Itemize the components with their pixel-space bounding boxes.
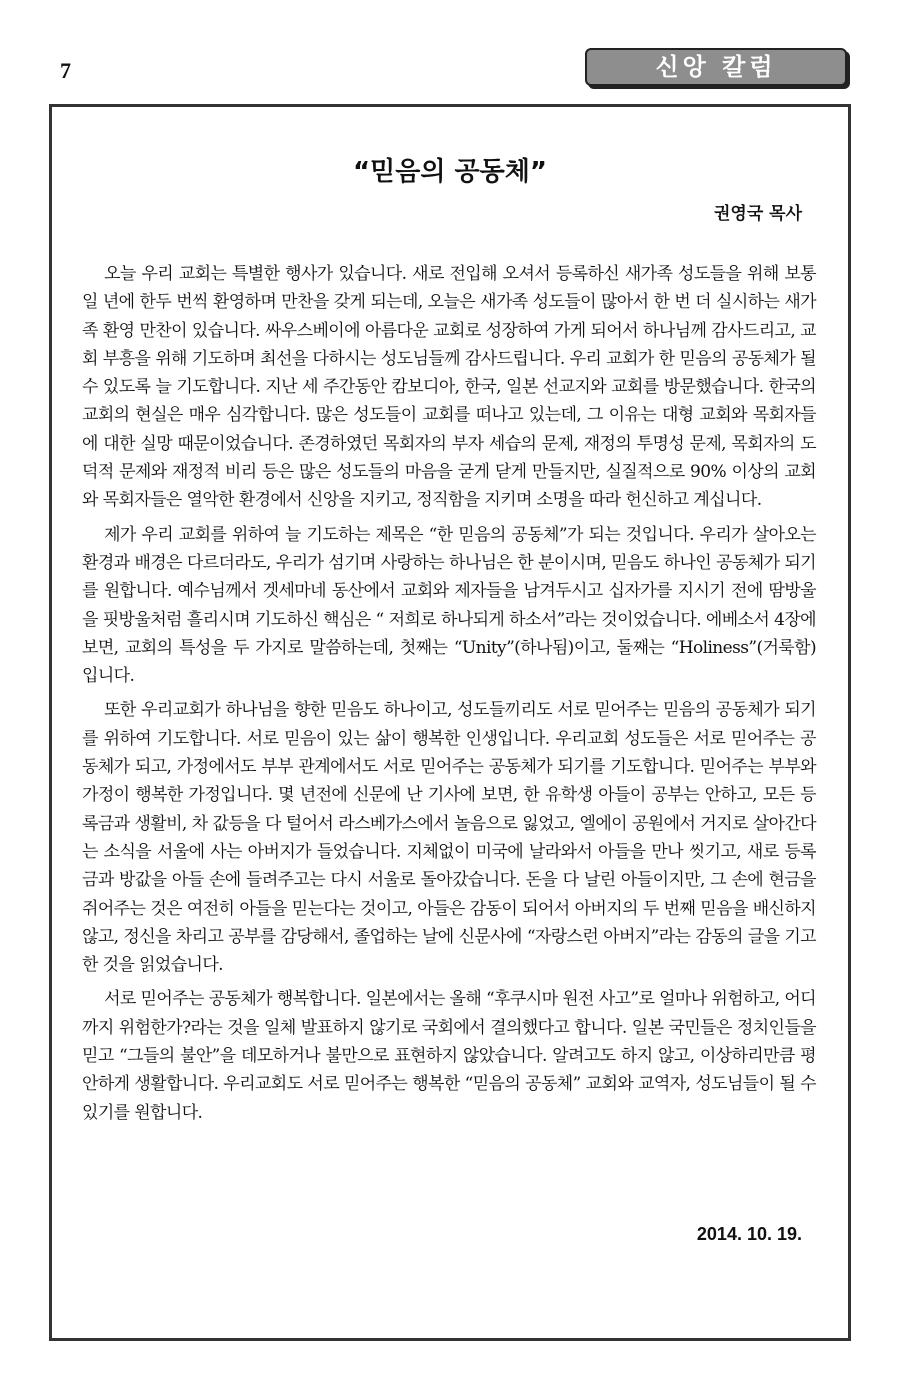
page-number: 7 <box>60 58 71 83</box>
paragraph: 제가 우리 교회를 위하여 늘 기도하는 제목은 “한 믿음의 공동체”가 되는 것입니다. 우리가 살아오는 환경과 배경은 다르더라도, 우리가 섬기며 사랑하는 하나님은 한 분이시며, 믿음도 하나인 공동체가 되기를 원합니다. 예수님께서 겟세마네 동산에서 교회와 제자들을 남겨두시고 십자가를 지시기 전에 땀방울을 핏방울처럼 흘리시며 기도하신 핵심은 “ 저희로 하나되게 하소서”라는 것이었습니다. 에베소서 4장에 보면, 교회의 특성을 두 가지로 말씀하는데, 첫째는 “Unity”(하나됨)이고, 둘째는 “Holiness”(거룩함)입니다. <box>82 524 816 687</box>
article-frame <box>49 104 851 1341</box>
section-badge: 신앙 칼럼 <box>585 48 847 86</box>
article-title: “믿음의 공동체” <box>353 157 547 187</box>
paragraph: 또한 우리교회가 하나님을 향한 믿음도 하나이고, 성도들끼리도 서로 믿어주는 믿음의 공동체가 되기를 위하여 기도합니다. 서로 믿음이 있는 삶이 행복한 인생입니다. 우리교회 성도들은 서로 믿어주는 공동체가 되고, 가정에서도 부부 관계에서도 서로 믿어주는 공동체가 되기를 기도합니다. 믿어주는 부부와 가정이 행복한 가정입니다. 몇 년전에 신문에 난 기사에 보면, 한 유학생 아들이 공부는 안하고, 모든 등록금과 생활비, 차 값등을 다 털어서 라스베가스에서 놀음으로 잃었고, 엘에이 공원에서 거지로 살아간다는 소식을 서울에 사는 아버지가 들었습니다. 지체없이 미국에 날라와서 아들을 만나 씻기고, 새로 등록금과 방값을 아들 손에 들려주고는 다시 서울로 돌아갔습니다. 돈을 다 날린 아들이지만, 그 손에 현금을 쥐어주는 것은 여전히 아들을 믿는다는 것이고, 아들은 감동이 되어서 아버지의 두 번째 믿음을 배신하지 않고, 정신을 차리고 공부를 감당해서, 졸업하는 날에 신문사에 “자랑스런 아버지”라는 감동의 글을 기고한 것을 읽었습니다. <box>82 700 816 976</box>
article-author: 권영국 목사 <box>713 204 802 224</box>
paragraph: 오늘 우리 교회는 특별한 행사가 있습니다. 새로 전입해 오셔서 등록하신 새가족 성도들을 위해 보통 일 년에 한두 번씩 환영하며 만찬을 갖게 되는데, 오늘은 새가족 성도들이 많아서 한 번 더 실시하는 새가족 환영 만찬이 있습니다. 싸우스베이에 아름다운 교회로 성장하여 가게 되어서 하나님께 감사드리고, 교회 부흥을 위해 기도하며 최선을 다하시는 성도님들께 감사드립니다. 우리 교회가 한 믿음의 공동체가 될 수 있도록 늘 기도합니다. 지난 세 주간동안 캄보디아, 한국, 일본 선교지와 교회를 방문했습니다. 한국의 교회의 현실은 매우 심각합니다. 많은 성도들이 교회를 떠나고 있는데, 그 이유는 대형 교회와 목회자들에 대한 실망 때문이었습니다. 존경하였던 목회자의 부자 세습의 문제, 재정의 투명성 문제, 목회자의 도덕적 문제와 재정적 비리 등은 많은 성도들의 마음을 굳게 닫게 만들지만, 실질적으로 90% 이상의 교회와 목회자들은 열악한 환경에서 신앙을 지키고, 정직함을 지키며 소명을 따라 헌신하고 계십니다. <box>82 264 816 511</box>
article-body <box>82 260 816 1133</box>
article-date: 2014. 10. 19. <box>696 1224 802 1244</box>
paragraph: 서로 믿어주는 공동체가 행복합니다. 일본에서는 올해 “후쿠시마 원전 사고”로 얼마나 위험하고, 어디까지 위험한가?라는 것을 일체 발표하지 않기로 국회에서 결의했다고 합니다. 일본 국민들은 정치인들을 믿고 “그들의 불안”을 데모하거나 불만으로 표현하지 않았습니다. 알려고도 하지 않고, 이상하리만큼 평안하게 생활합니다. 우리교회도 서로 믿어주는 행복한 “믿음의 공동체” 교회와 교역자, 성도님들이 될 수 있기를 원합니다. <box>82 989 816 1123</box>
